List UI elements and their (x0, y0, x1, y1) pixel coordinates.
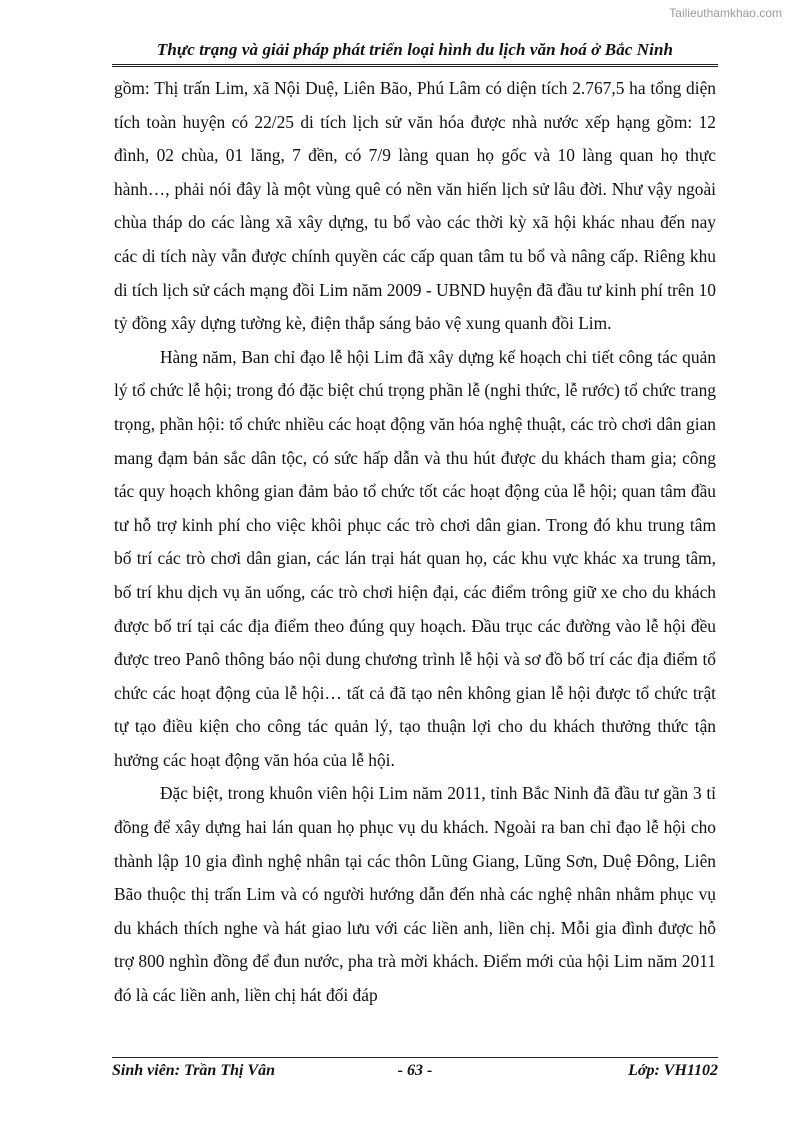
paragraph-1: gồm: Thị trấn Lim, xã Nội Duệ, Liên Bão, Phú Lâm có diện tích 2.767,5 ha tổng diện tích toàn huyện có 22/25 di tích lịch sử văn hóa được nhà nước xếp hạng gồm: 12 đình, 02 chùa, 01 lăng, 7 đền, có 7/9 làng quan họ gốc và 10 làng quan họ thực hành…, phải nói đây là một vùng quê có nền văn hiến lịch sử lâu đời. Như vậy ngoài chùa tháp do các làng xã xây dựng, tu bổ vào các thời kỳ xã hội khác nhau đến nay các di tích này vẫn được chính quyền các cấp quan tâm tu bổ và nâng cấp. Riêng khu di tích lịch sử cách mạng đồi Lim năm 2009 - UBND huyện đã đầu tư kinh phí trên 10 tỷ đồng xây dựng tường kè, điện thắp sáng bảo vệ xung quanh đồi Lim. (114, 78, 716, 334)
paragraph-2: Hàng năm, Ban chỉ đạo lễ hội Lim đã xây dựng kế hoạch chi tiết công tác quản lý tổ chức lễ hội; trong đó đặc biệt chú trọng phần lễ (nghi thức, lễ rước) tổ chức trang trọng, phần hội: tổ chức nhiều các hoạt động văn hóa nghệ thuật, các trò chơi dân gian mang đạm bản sắc dân tộc, có sức hấp dẫn và thu hút được du khách tham gia; công tác quy hoạch không gian đảm bảo tổ chức tốt các hoạt động của lễ hội; quan tâm đầu tư hỗ trợ kinh phí cho việc khôi phục các trò chơi dân gian. Trong đó khu trung tâm bố trí các trò chơi dân gian, các lán trại hát quan họ, các khu vực khác xa trung tâm, bố trí khu dịch vụ ăn uống, các trò chơi hiện đại, các điểm trông giữ xe cho du khách được bố trí tại các địa điểm theo đúng quy hoạch. Đầu trục các đường vào lễ hội đều được treo Panô thông báo nội dung chương trình lễ hội và sơ đồ bố trí các địa điểm tổ chức các hoạt động của lễ hội… tất cả đã tạo nên không gian lễ hội được tổ chức trật tự tạo điều kiện cho công tác quản lý, tạo thuận lợi cho du khách thưởng thức tận hưởng các hoạt động văn hóa của lễ hội. (114, 346, 716, 770)
document-body (114, 72, 716, 1013)
footer-class-code: Lớp: VH1102 (628, 1062, 718, 1079)
page-footer (112, 1062, 718, 1086)
running-header-title: Thực trạng và giải pháp phát triển loại hình du lịch văn hoá ở Bắc Ninh (156, 40, 674, 59)
watermark-text: Tailieuthamkhao.com (669, 6, 782, 20)
paragraph-3: Đặc biệt, trong khuôn viên hội Lim năm 2011, tỉnh Bắc Ninh đã đầu tư gần 3 tỉ đồng để xây dựng hai lán quan họ phục vụ du khách. Ngoài ra ban chỉ đạo lễ hội cho thành lập 10 gia đình nghệ nhân tại các thôn Lũng Giang, Lũng Sơn, Duệ Đông, Liên Bão thuộc thị trấn Lim và có người hướng dẫn đến nhà các nghệ nhân nhằm phục vụ du khách thích nghe và hát giao lưu với các liền anh, liền chị. Mỗi gia đình được hỗ trợ 800 nghìn đồng để đun nước, pha trà mời khách. Điểm mới của hội Lim năm 2011 đó là các liền anh, liền chị hát đối đáp (114, 783, 716, 1006)
footer-divider (112, 1057, 718, 1058)
footer-page-number: - 63 - (397, 1062, 433, 1079)
header-divider (112, 64, 718, 67)
footer-student-name: Sinh viên: Trần Thị Vân (112, 1062, 276, 1079)
